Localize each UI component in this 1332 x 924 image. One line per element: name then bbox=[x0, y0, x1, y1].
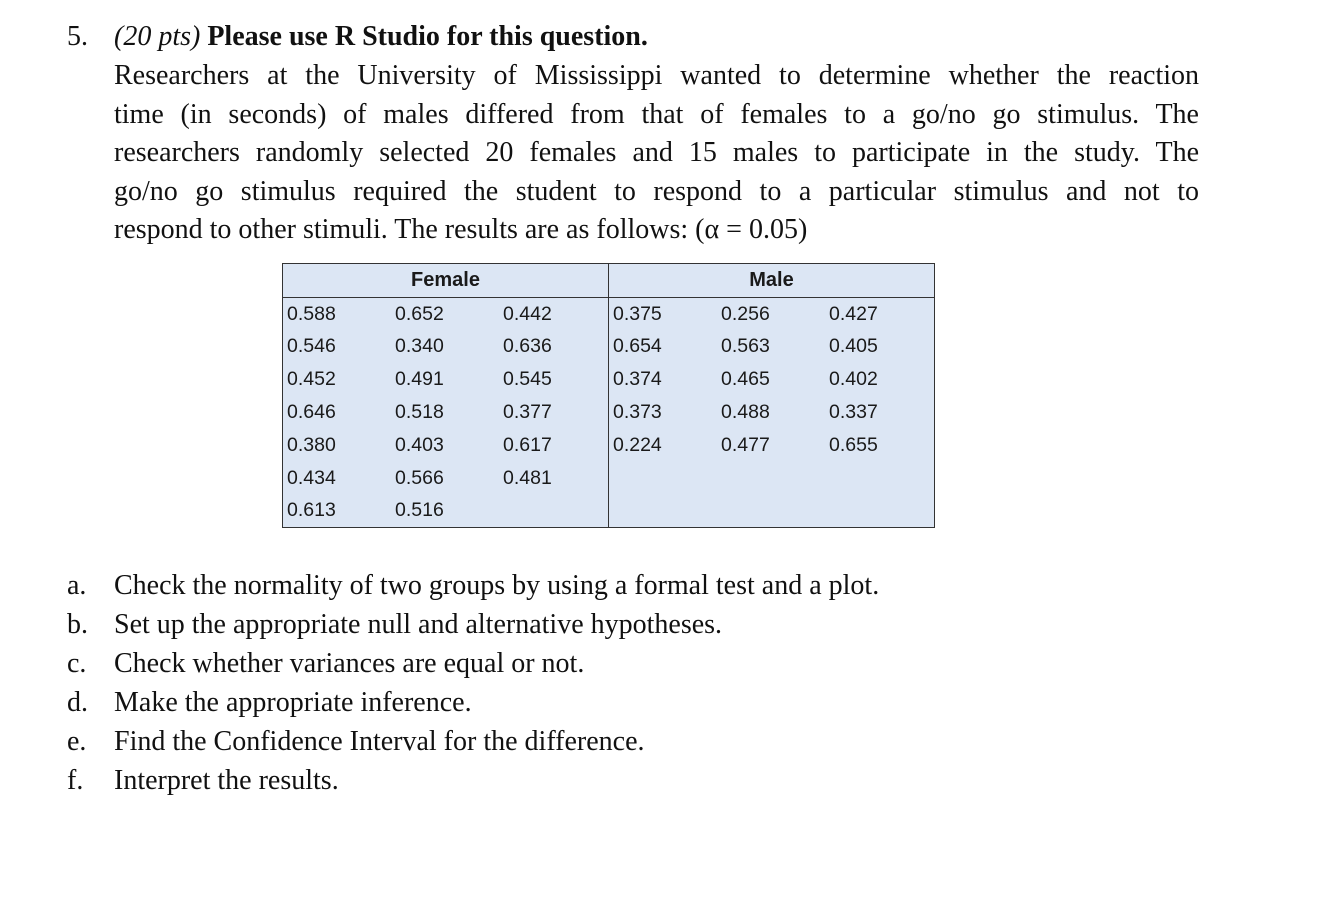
part-letter: c. bbox=[67, 648, 87, 679]
table-cell: 0.405 bbox=[825, 331, 934, 364]
table-row bbox=[283, 297, 935, 330]
paragraph-line: time (in seconds) of males differed from that of females to a go/no go stimulus. The bbox=[114, 98, 1199, 130]
table-cell: 0.224 bbox=[612, 433, 662, 456]
table-cell: 0.491 bbox=[395, 368, 444, 391]
table-cell: 0.566 bbox=[395, 466, 444, 489]
table-cell: 0.545 bbox=[499, 363, 608, 396]
table-cell: 0.402 bbox=[825, 363, 934, 396]
table-cell: 0.374 bbox=[612, 368, 662, 391]
reaction-time-table bbox=[282, 263, 935, 528]
table-cell bbox=[717, 495, 825, 528]
table-row bbox=[283, 495, 935, 528]
table-cell bbox=[608, 462, 717, 495]
table-cell: 0.373 bbox=[612, 401, 662, 424]
table-row bbox=[283, 396, 935, 429]
table-cell: 0.655 bbox=[825, 429, 934, 462]
male-header: Male bbox=[608, 264, 934, 298]
question-number: 5. bbox=[67, 21, 88, 52]
question-instruction: Please use R Studio for this question. bbox=[207, 21, 648, 52]
table-cell: 0.465 bbox=[721, 368, 770, 391]
table-row bbox=[283, 331, 935, 364]
female-header: Female bbox=[283, 264, 609, 298]
table-row bbox=[283, 429, 935, 462]
part-letter: e. bbox=[67, 726, 87, 757]
table-cell: 0.340 bbox=[395, 335, 444, 358]
table-cell: 0.481 bbox=[499, 462, 608, 495]
table-row bbox=[283, 462, 935, 495]
table-cell: 0.434 bbox=[283, 462, 392, 495]
table-cell: 0.380 bbox=[283, 429, 392, 462]
question-paragraph bbox=[114, 57, 1199, 250]
part-text: Make the appropriate inference. bbox=[114, 687, 472, 718]
table-cell: 0.588 bbox=[283, 297, 392, 330]
paragraph-line: researchers randomly selected 20 females and 15 males to participate in the study. The bbox=[114, 137, 1199, 169]
part-letter: d. bbox=[67, 687, 88, 718]
table-row bbox=[283, 363, 935, 396]
table-cell: 0.518 bbox=[395, 401, 444, 424]
paragraph-line: respond to other stimuli. The results are as follows: (α = 0.05) bbox=[114, 214, 808, 246]
table-cell: 0.337 bbox=[825, 396, 934, 429]
question-heading bbox=[114, 18, 648, 56]
part-text: Set up the appropriate null and alternative hypotheses. bbox=[114, 609, 723, 640]
part-letter: f. bbox=[67, 765, 84, 796]
table-cell bbox=[608, 495, 717, 528]
table-cell: 0.613 bbox=[283, 495, 392, 528]
table-cell: 0.377 bbox=[499, 396, 608, 429]
table-cell: 0.477 bbox=[721, 433, 770, 456]
table-cell bbox=[825, 462, 934, 495]
table-cell: 0.375 bbox=[612, 302, 662, 325]
table-cell: 0.256 bbox=[721, 302, 770, 325]
table-cell: 0.427 bbox=[825, 297, 934, 330]
table-cell: 0.563 bbox=[721, 335, 770, 358]
question-points: (20 pts) bbox=[114, 21, 201, 52]
table-cell bbox=[825, 495, 934, 528]
table-cell: 0.652 bbox=[395, 302, 444, 325]
table-cell bbox=[499, 495, 608, 528]
table-cell: 0.617 bbox=[499, 429, 608, 462]
part-text: Check the normality of two groups by using a formal test and a plot. bbox=[114, 570, 880, 601]
table-cell: 0.442 bbox=[499, 297, 608, 330]
table-cell: 0.488 bbox=[721, 401, 770, 424]
table-cell bbox=[717, 462, 825, 495]
paragraph-line: Researchers at the University of Mississippi wanted to determine whether the reaction bbox=[114, 60, 1199, 91]
table-cell: 0.636 bbox=[499, 331, 608, 364]
table-header-row bbox=[283, 264, 935, 298]
part-text: Check whether variances are equal or not. bbox=[114, 648, 585, 679]
table-cell: 0.403 bbox=[395, 433, 444, 456]
table-cell: 0.546 bbox=[283, 331, 392, 364]
part-letter: b. bbox=[67, 609, 88, 640]
part-text: Find the Confidence Interval for the difference. bbox=[114, 726, 645, 757]
paragraph-line: go/no go stimulus required the student to respond to a particular stimulus and not to bbox=[114, 175, 1199, 207]
table-cell: 0.516 bbox=[391, 495, 499, 528]
table-cell: 0.452 bbox=[283, 363, 392, 396]
table-cell: 0.646 bbox=[283, 396, 392, 429]
part-text: Interpret the results. bbox=[114, 765, 339, 796]
part-letter: a. bbox=[67, 570, 87, 601]
table-cell: 0.654 bbox=[612, 335, 662, 358]
